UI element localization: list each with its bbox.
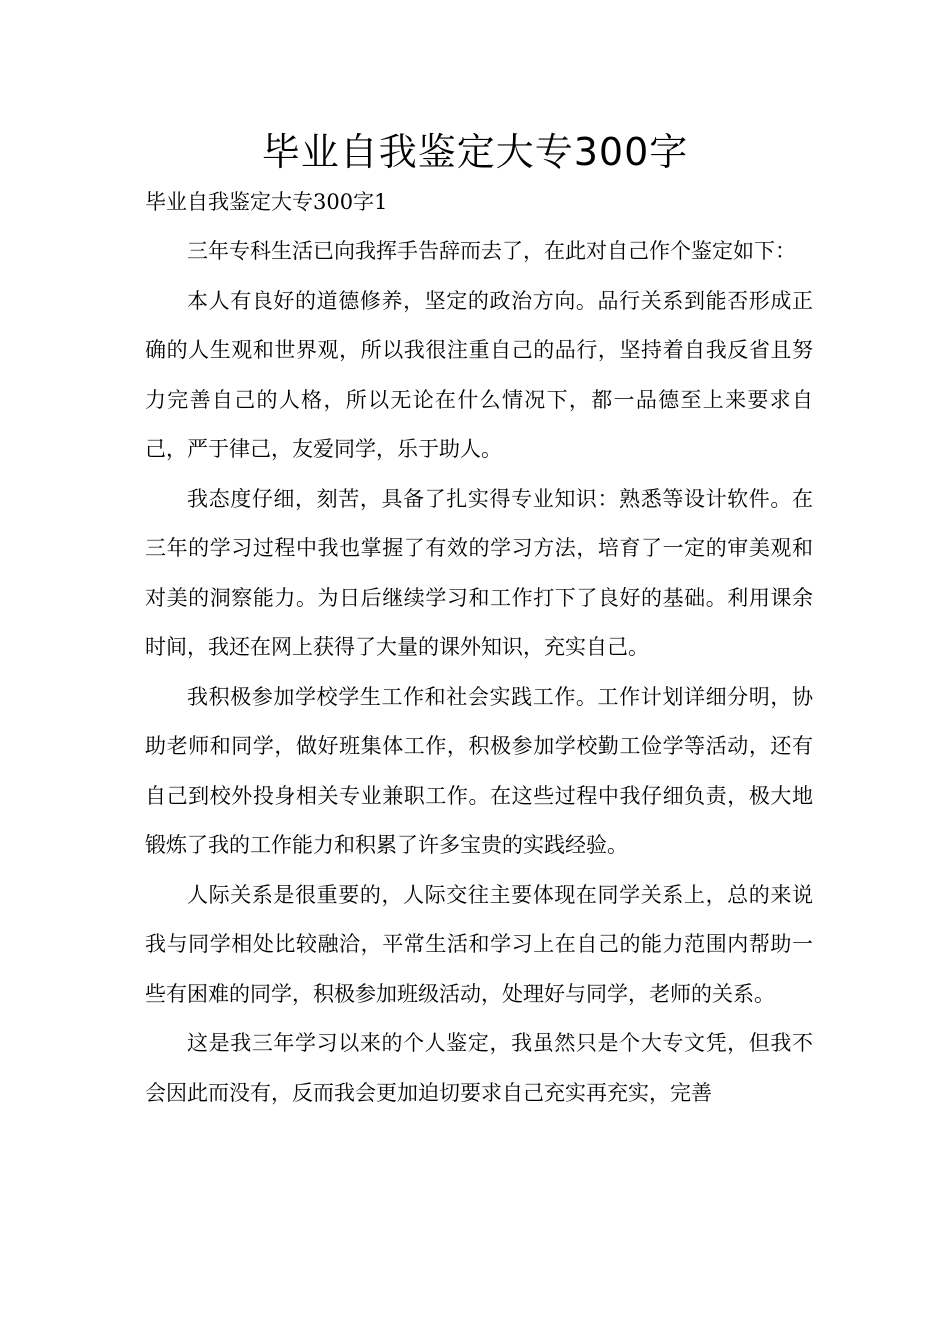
paragraph-5: 人际关系是很重要的，人际交往主要体现在同学关系上，总的来说我与同学相处比较融洽，平常生活和学习上在自己的能力范围内帮助一些有困难的同学，积极参加班级活动，处理好与同学，老师的关系。 xyxy=(145,882,813,1006)
paragraph-3: 我态度仔细，刻苦，具备了扎实得专业知识：熟悉等设计软件。在三年的学习过程中我也掌握了有效的学习方法，培育了一定的审美观和对美的洞察能力。为日后继续学习和工作打下了良好的基础。利用课余时间，我还在网上获得了大量的课外知识，充实自己。 xyxy=(145,486,813,659)
document-body xyxy=(145,227,813,1118)
document-subtitle: 毕业自我鉴定大专300字1 xyxy=(145,190,388,214)
paragraph-2: 本人有良好的道德修养，坚定的政治方向。品行关系到能否形成正确的人生观和世界观，所以我很注重自己的品行，坚持着自我反省且努力完善自己的人格，所以无论在什么情况下，都一品德至上来要求自己，严于律己，友爱同学，乐于助人。 xyxy=(145,288,813,461)
paragraph-4: 我积极参加学校学生工作和社会实践工作。工作计划详细分明，协助老师和同学，做好班集体工作，积极参加学校勤工俭学等活动，还有自己到校外投身相关专业兼职工作。在这些过程中我仔细负责，极大地锻炼了我的工作能力和积累了许多宝贵的实践经验。 xyxy=(145,684,813,857)
document-title: 毕业自我鉴定大专300字 xyxy=(261,130,689,174)
paragraph-6: 这是我三年学习以来的个人鉴定，我虽然只是个大专文凭，但我不会因此而没有，反而我会更加迫切要求自己充实再充实，完善 xyxy=(145,1031,813,1105)
paragraph-1: 三年专科生活已向我挥手告辞而去了，在此对自己作个鉴定如下： xyxy=(187,239,796,263)
